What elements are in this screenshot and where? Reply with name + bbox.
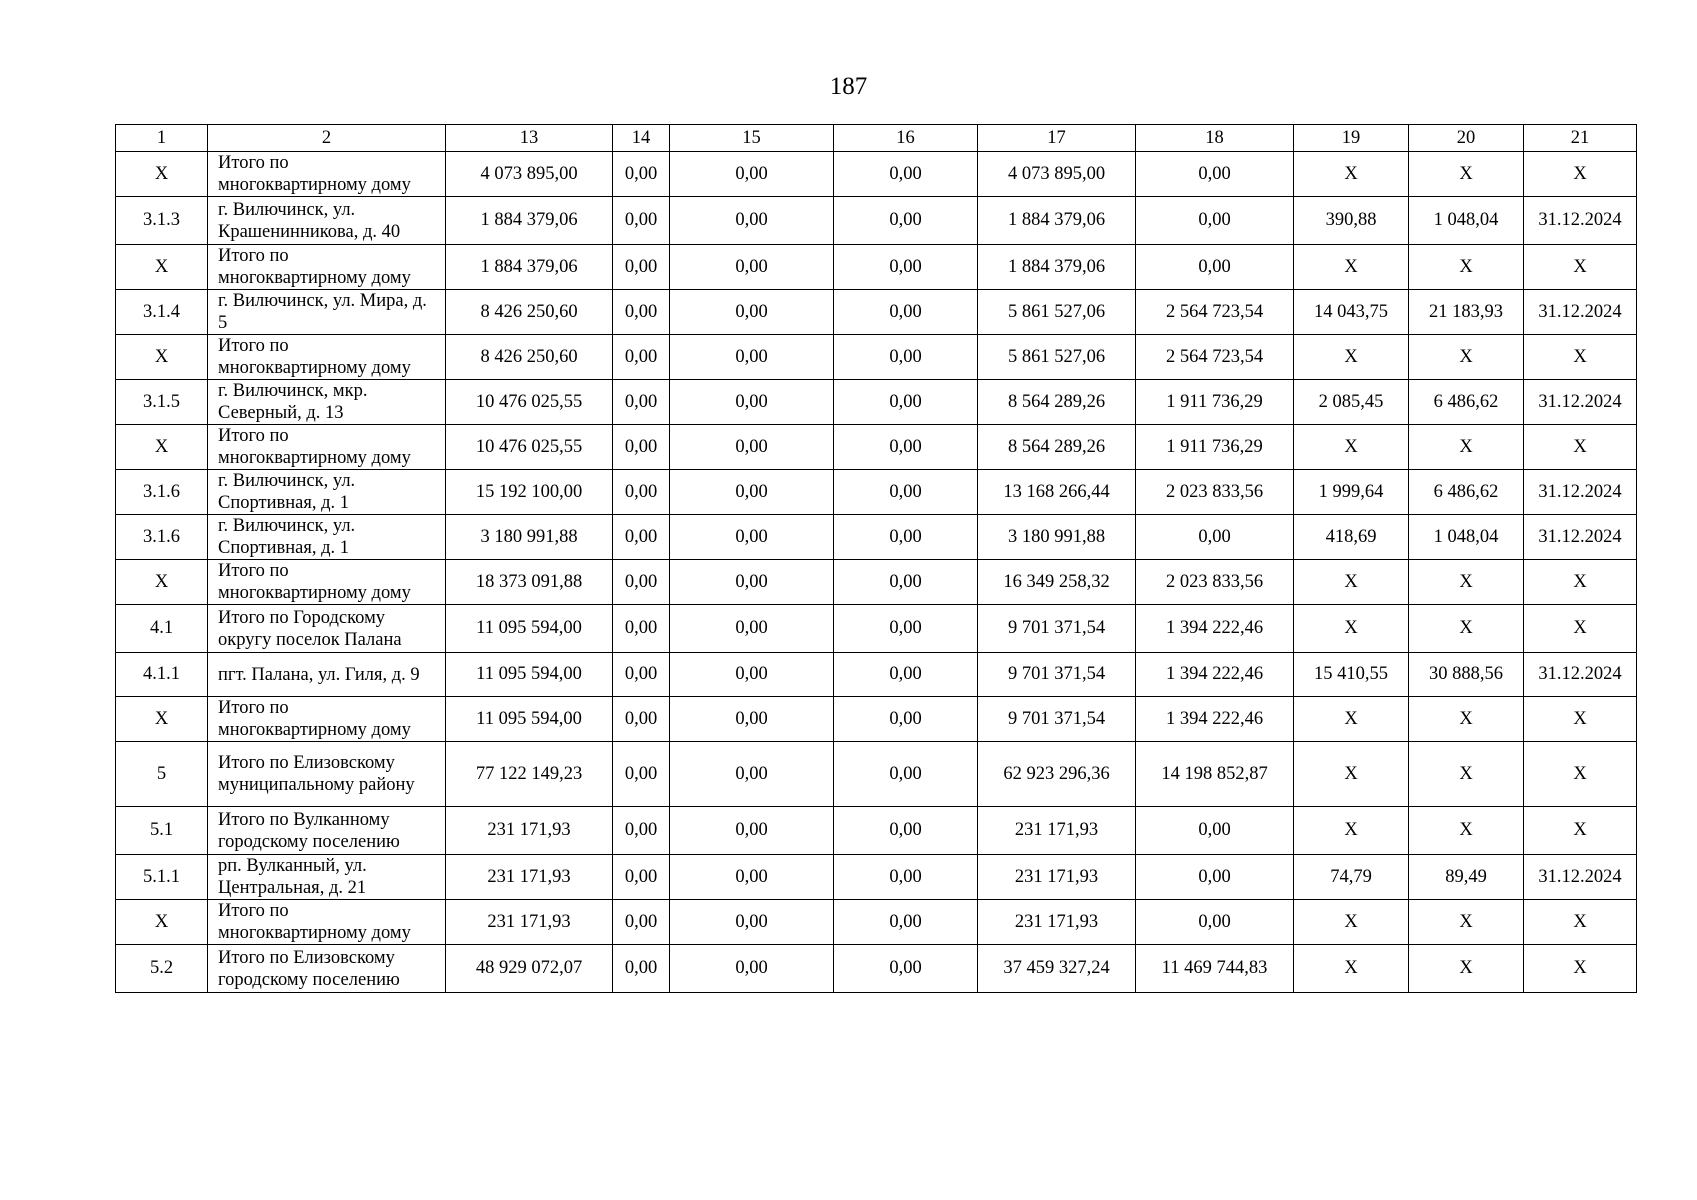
column-header: 20 (1409, 125, 1524, 152)
col20-cell: X (1409, 560, 1524, 605)
table-row (116, 697, 1637, 742)
col17-cell: 5 861 527,06 (978, 335, 1136, 380)
col20-cell: 1 048,04 (1409, 515, 1524, 560)
col20-cell: X (1409, 697, 1524, 742)
table-header (116, 125, 1637, 152)
col14-cell: 0,00 (613, 197, 670, 245)
col14-cell: 0,00 (613, 742, 670, 807)
column-header: 17 (978, 125, 1136, 152)
col13-cell: 3 180 991,88 (446, 515, 613, 560)
table-row (116, 290, 1637, 335)
col18-cell: 14 198 852,87 (1136, 742, 1294, 807)
col13-cell: 8 426 250,60 (446, 290, 613, 335)
col16-cell: 0,00 (834, 197, 978, 245)
col14-cell: 0,00 (613, 515, 670, 560)
col13-cell: 10 476 025,55 (446, 380, 613, 425)
page-number: 187 (829, 73, 868, 100)
object-name-cell: г. Вилючинск, ул. Мира, д. 5 (208, 290, 446, 335)
table-row (116, 515, 1637, 560)
col18-cell: 1 911 736,29 (1136, 380, 1294, 425)
table-row (116, 900, 1637, 945)
col15-cell: 0,00 (670, 245, 834, 290)
column-header: 16 (834, 125, 978, 152)
col15-cell: 0,00 (670, 605, 834, 653)
col15-cell: 0,00 (670, 900, 834, 945)
col13-cell: 8 426 250,60 (446, 335, 613, 380)
col16-cell: 0,00 (834, 653, 978, 697)
col19-cell: X (1294, 945, 1409, 993)
col21-cell: 31.12.2024 (1524, 653, 1637, 697)
col17-cell: 1 884 379,06 (978, 197, 1136, 245)
col16-cell: 0,00 (834, 807, 978, 855)
col18-cell: 2 023 833,56 (1136, 470, 1294, 515)
table-row (116, 197, 1637, 245)
col15-cell: 0,00 (670, 380, 834, 425)
col14-cell: 0,00 (613, 335, 670, 380)
row-number-cell: 5.1 (116, 807, 208, 855)
object-name-cell: Итого по многоквартирному дому (208, 152, 446, 197)
col19-cell: X (1294, 605, 1409, 653)
col19-cell: X (1294, 335, 1409, 380)
row-number-cell: 3.1.4 (116, 290, 208, 335)
object-name-cell: г. Вилючинск, ул. Спортивная, д. 1 (208, 470, 446, 515)
col17-cell: 13 168 266,44 (978, 470, 1136, 515)
table-row (116, 653, 1637, 697)
col15-cell: 0,00 (670, 697, 834, 742)
col16-cell: 0,00 (834, 605, 978, 653)
col15-cell: 0,00 (670, 515, 834, 560)
col15-cell: 0,00 (670, 335, 834, 380)
col15-cell: 0,00 (670, 425, 834, 470)
col17-cell: 8 564 289,26 (978, 425, 1136, 470)
col16-cell: 0,00 (834, 335, 978, 380)
col15-cell: 0,00 (670, 290, 834, 335)
col14-cell: 0,00 (613, 605, 670, 653)
col13-cell: 231 171,93 (446, 855, 613, 900)
object-name-cell: г. Вилючинск, ул. Крашенинникова, д. 40 (208, 197, 446, 245)
col13-cell: 77 122 149,23 (446, 742, 613, 807)
col21-cell: X (1524, 945, 1637, 993)
col20-cell: X (1409, 245, 1524, 290)
col14-cell: 0,00 (613, 245, 670, 290)
col16-cell: 0,00 (834, 945, 978, 993)
row-number-cell: X (116, 425, 208, 470)
col13-cell: 11 095 594,00 (446, 653, 613, 697)
object-name-cell: Итого по Вулканному городскому поселению (208, 807, 446, 855)
table-row (116, 380, 1637, 425)
col19-cell: 1 999,64 (1294, 470, 1409, 515)
row-number-cell: 3.1.6 (116, 470, 208, 515)
col18-cell: 0,00 (1136, 855, 1294, 900)
object-name-cell: Итого по многоквартирному дому (208, 425, 446, 470)
col21-cell: X (1524, 742, 1637, 807)
col13-cell: 1 884 379,06 (446, 197, 613, 245)
col18-cell: 1 394 222,46 (1136, 605, 1294, 653)
col17-cell: 8 564 289,26 (978, 380, 1136, 425)
col19-cell: X (1294, 560, 1409, 605)
column-header: 1 (116, 125, 208, 152)
col20-cell: 1 048,04 (1409, 197, 1524, 245)
col21-cell: X (1524, 425, 1637, 470)
col18-cell: 11 469 744,83 (1136, 945, 1294, 993)
col18-cell: 2 564 723,54 (1136, 290, 1294, 335)
row-number-cell: X (116, 152, 208, 197)
row-number-cell: X (116, 900, 208, 945)
col14-cell: 0,00 (613, 807, 670, 855)
col13-cell: 1 884 379,06 (446, 245, 613, 290)
col15-cell: 0,00 (670, 653, 834, 697)
col18-cell: 1 911 736,29 (1136, 425, 1294, 470)
col13-cell: 15 192 100,00 (446, 470, 613, 515)
table-row (116, 560, 1637, 605)
col21-cell: 31.12.2024 (1524, 855, 1637, 900)
object-name-cell: г. Вилючинск, ул. Спортивная, д. 1 (208, 515, 446, 560)
col20-cell: 89,49 (1409, 855, 1524, 900)
table-body (116, 152, 1637, 993)
col14-cell: 0,00 (613, 560, 670, 605)
col16-cell: 0,00 (834, 742, 978, 807)
col16-cell: 0,00 (834, 515, 978, 560)
object-name-cell: Итого по многоквартирному дому (208, 900, 446, 945)
row-number-cell: 4.1 (116, 605, 208, 653)
col14-cell: 0,00 (613, 425, 670, 470)
col14-cell: 0,00 (613, 380, 670, 425)
table-row (116, 807, 1637, 855)
col20-cell: 6 486,62 (1409, 380, 1524, 425)
table-row (116, 335, 1637, 380)
col21-cell: X (1524, 560, 1637, 605)
col17-cell: 231 171,93 (978, 855, 1136, 900)
col20-cell: 21 183,93 (1409, 290, 1524, 335)
col21-cell: X (1524, 152, 1637, 197)
col20-cell: X (1409, 807, 1524, 855)
col14-cell: 0,00 (613, 855, 670, 900)
col17-cell: 231 171,93 (978, 807, 1136, 855)
column-header: 21 (1524, 125, 1637, 152)
object-name-cell: Итого по многоквартирному дому (208, 697, 446, 742)
row-number-cell: 3.1.3 (116, 197, 208, 245)
col19-cell: X (1294, 152, 1409, 197)
col13-cell: 10 476 025,55 (446, 425, 613, 470)
col18-cell: 0,00 (1136, 152, 1294, 197)
table-row (116, 855, 1637, 900)
col13-cell: 4 073 895,00 (446, 152, 613, 197)
col18-cell: 0,00 (1136, 807, 1294, 855)
col18-cell: 0,00 (1136, 197, 1294, 245)
column-header: 14 (613, 125, 670, 152)
col16-cell: 0,00 (834, 152, 978, 197)
row-number-cell: 3.1.6 (116, 515, 208, 560)
col14-cell: 0,00 (613, 470, 670, 515)
col15-cell: 0,00 (670, 560, 834, 605)
object-name-cell: Итого по Елизовскому муниципальному району (208, 742, 446, 807)
column-header: 13 (446, 125, 613, 152)
col21-cell: X (1524, 245, 1637, 290)
col19-cell: 418,69 (1294, 515, 1409, 560)
col19-cell: X (1294, 245, 1409, 290)
col15-cell: 0,00 (670, 855, 834, 900)
col21-cell: X (1524, 335, 1637, 380)
col14-cell: 0,00 (613, 290, 670, 335)
row-number-cell: 5 (116, 742, 208, 807)
col19-cell: X (1294, 697, 1409, 742)
col20-cell: 30 888,56 (1409, 653, 1524, 697)
col20-cell: X (1409, 742, 1524, 807)
data-table (115, 124, 1637, 993)
col13-cell: 231 171,93 (446, 807, 613, 855)
col19-cell: X (1294, 742, 1409, 807)
col18-cell: 0,00 (1136, 245, 1294, 290)
col20-cell: X (1409, 425, 1524, 470)
col19-cell: X (1294, 425, 1409, 470)
col16-cell: 0,00 (834, 900, 978, 945)
col15-cell: 0,00 (670, 470, 834, 515)
row-number-cell: 5.1.1 (116, 855, 208, 900)
col18-cell: 1 394 222,46 (1136, 653, 1294, 697)
object-name-cell: пгт. Палана, ул. Гиля, д. 9 (208, 653, 446, 697)
col19-cell: 2 085,45 (1294, 380, 1409, 425)
col19-cell: 74,79 (1294, 855, 1409, 900)
row-number-cell: X (116, 245, 208, 290)
col21-cell: X (1524, 807, 1637, 855)
column-header: 19 (1294, 125, 1409, 152)
row-number-cell: 3.1.5 (116, 380, 208, 425)
col17-cell: 231 171,93 (978, 900, 1136, 945)
col16-cell: 0,00 (834, 470, 978, 515)
row-number-cell: X (116, 560, 208, 605)
object-name-cell: Итого по многоквартирному дому (208, 560, 446, 605)
col21-cell: 31.12.2024 (1524, 290, 1637, 335)
object-name-cell: Итого по Елизовскому городскому поселению (208, 945, 446, 993)
col16-cell: 0,00 (834, 245, 978, 290)
col19-cell: X (1294, 807, 1409, 855)
col21-cell: X (1524, 605, 1637, 653)
col16-cell: 0,00 (834, 425, 978, 470)
column-header: 18 (1136, 125, 1294, 152)
col17-cell: 1 884 379,06 (978, 245, 1136, 290)
col21-cell: 31.12.2024 (1524, 380, 1637, 425)
col15-cell: 0,00 (670, 152, 834, 197)
col13-cell: 48 929 072,07 (446, 945, 613, 993)
table-row (116, 152, 1637, 197)
col18-cell: 1 394 222,46 (1136, 697, 1294, 742)
row-number-cell: 5.2 (116, 945, 208, 993)
table-row (116, 425, 1637, 470)
col16-cell: 0,00 (834, 380, 978, 425)
col18-cell: 2 564 723,54 (1136, 335, 1294, 380)
table-row (116, 470, 1637, 515)
table-row (116, 245, 1637, 290)
col20-cell: X (1409, 152, 1524, 197)
col16-cell: 0,00 (834, 560, 978, 605)
col21-cell: 31.12.2024 (1524, 197, 1637, 245)
row-number-cell: 4.1.1 (116, 653, 208, 697)
col13-cell: 11 095 594,00 (446, 697, 613, 742)
col14-cell: 0,00 (613, 697, 670, 742)
row-number-cell: X (116, 335, 208, 380)
col14-cell: 0,00 (613, 152, 670, 197)
col14-cell: 0,00 (613, 653, 670, 697)
col16-cell: 0,00 (834, 697, 978, 742)
col19-cell: 15 410,55 (1294, 653, 1409, 697)
object-name-cell: Итого по Городскому округу поселок Палана (208, 605, 446, 653)
row-number-cell: X (116, 697, 208, 742)
table-row (116, 742, 1637, 807)
col15-cell: 0,00 (670, 742, 834, 807)
header-row (116, 125, 1637, 152)
col13-cell: 231 171,93 (446, 900, 613, 945)
col21-cell: 31.12.2024 (1524, 515, 1637, 560)
col15-cell: 0,00 (670, 807, 834, 855)
col16-cell: 0,00 (834, 290, 978, 335)
col17-cell: 3 180 991,88 (978, 515, 1136, 560)
col21-cell: X (1524, 900, 1637, 945)
col17-cell: 9 701 371,54 (978, 653, 1136, 697)
col19-cell: 390,88 (1294, 197, 1409, 245)
col17-cell: 9 701 371,54 (978, 605, 1136, 653)
col18-cell: 0,00 (1136, 900, 1294, 945)
col18-cell: 0,00 (1136, 515, 1294, 560)
col14-cell: 0,00 (613, 945, 670, 993)
col17-cell: 5 861 527,06 (978, 290, 1136, 335)
column-header: 15 (670, 125, 834, 152)
col17-cell: 16 349 258,32 (978, 560, 1136, 605)
col17-cell: 37 459 327,24 (978, 945, 1136, 993)
col21-cell: 31.12.2024 (1524, 470, 1637, 515)
col16-cell: 0,00 (834, 855, 978, 900)
object-name-cell: Итого по многоквартирному дому (208, 335, 446, 380)
col17-cell: 62 923 296,36 (978, 742, 1136, 807)
col19-cell: X (1294, 900, 1409, 945)
table-row (116, 605, 1637, 653)
col20-cell: 6 486,62 (1409, 470, 1524, 515)
col20-cell: X (1409, 605, 1524, 653)
col13-cell: 11 095 594,00 (446, 605, 613, 653)
col20-cell: X (1409, 335, 1524, 380)
col15-cell: 0,00 (670, 197, 834, 245)
col17-cell: 9 701 371,54 (978, 697, 1136, 742)
col18-cell: 2 023 833,56 (1136, 560, 1294, 605)
col20-cell: X (1409, 945, 1524, 993)
col21-cell: X (1524, 697, 1637, 742)
col17-cell: 4 073 895,00 (978, 152, 1136, 197)
object-name-cell: Итого по многоквартирному дому (208, 245, 446, 290)
col14-cell: 0,00 (613, 900, 670, 945)
object-name-cell: г. Вилючинск, мкр. Северный, д. 13 (208, 380, 446, 425)
col15-cell: 0,00 (670, 945, 834, 993)
object-name-cell: рп. Вулканный, ул. Центральная, д. 21 (208, 855, 446, 900)
column-header: 2 (208, 125, 446, 152)
col13-cell: 18 373 091,88 (446, 560, 613, 605)
col20-cell: X (1409, 900, 1524, 945)
table-row (116, 945, 1637, 993)
col19-cell: 14 043,75 (1294, 290, 1409, 335)
